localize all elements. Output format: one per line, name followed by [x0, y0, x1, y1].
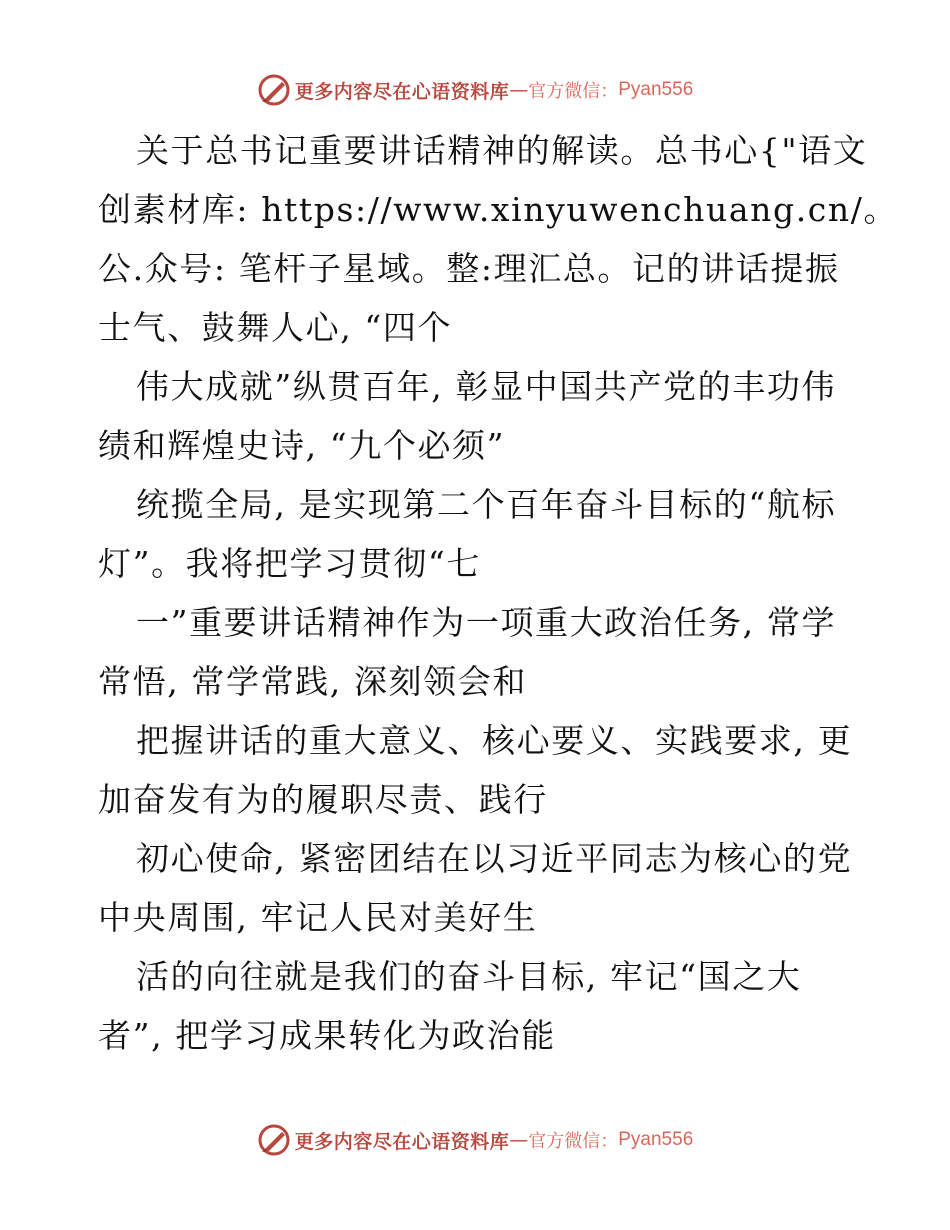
- body-line: 统揽全局, 是实现第二个百年奋斗目标的“航标: [136, 485, 837, 524]
- banner-label: 官方微信：: [528, 81, 619, 102]
- body-line: 初心使命, 紧密团结在以习近平同志为核心的党: [136, 839, 853, 878]
- banner-separator: —: [509, 79, 529, 101]
- footer-watermark-banner: [0, 1120, 950, 1160]
- banner-wechat-id: Pyan556: [618, 1129, 694, 1150]
- document-body: [98, 121, 899, 1065]
- body-line: 一”重要讲话精神作为一项重大政治任务, 常学: [136, 603, 837, 642]
- body-line: 绩和辉煌史诗, “九个必须”: [98, 426, 506, 465]
- header-watermark-banner: [0, 70, 950, 110]
- body-line: 士气、鼓舞人心, “四个: [98, 308, 453, 347]
- banner-main-text: 更多内容尽在心语资料库: [294, 1130, 510, 1153]
- body-line: 者”, 把学习成果转化为政治能: [98, 1016, 556, 1055]
- banner-label: 官方微信：: [528, 1131, 619, 1152]
- body-line: 加奋发有为的履职尽责、践行: [98, 780, 548, 819]
- banner-wechat-id: Pyan556: [618, 79, 694, 100]
- body-line: 中央周围, 牢记人民对美好生: [98, 898, 538, 937]
- body-line: 关于总书记重要讲话精神的解读。总书心{"语文: [136, 131, 868, 170]
- body-line: 灯”。我将把学习贯彻“七: [98, 544, 481, 583]
- quill-logo-icon: [257, 73, 291, 107]
- body-line: 公.众号: 笔杆子星域。整:理汇总。记的讲话提振: [98, 249, 840, 288]
- body-line: 活的向往就是我们的奋斗目标, 牢记“国之大: [136, 957, 802, 996]
- quill-logo-icon: [257, 1123, 291, 1157]
- body-line: 创素材库: https://www.xinyuwenchuang.cn/。: [98, 190, 899, 229]
- body-line: 伟大成就”纵贯百年, 彰显中国共产党的丰功伟: [136, 367, 837, 406]
- body-line: 把握讲话的重大意义、核心要义、实践要求, 更: [136, 721, 853, 760]
- banner-main-text: 更多内容尽在心语资料库: [294, 80, 510, 103]
- banner-separator: —: [509, 1129, 529, 1151]
- body-line: 常悟, 常学常践, 深刻领会和: [98, 662, 527, 701]
